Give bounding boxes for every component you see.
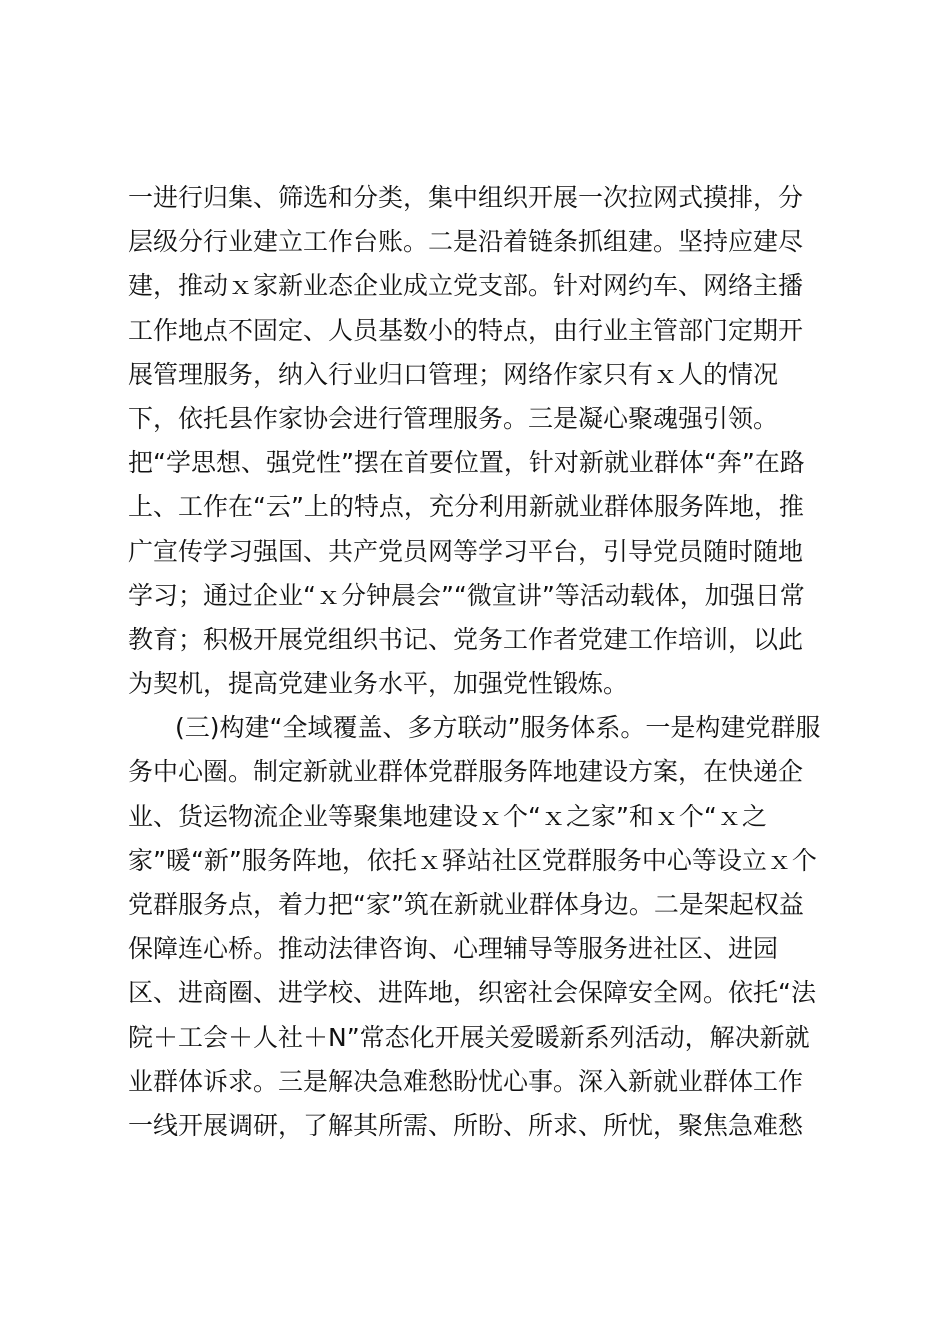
- text-line: 一进行归集、筛选和分类，集中组织开展一次拉网式摸排，分: [128, 183, 804, 212]
- text-line: 保障连心桥。推动法律咨询、心理辅导等服务进社区、进园: [128, 934, 779, 964]
- text-line: 业、货运物流企业等聚集地建设ｘ个“ｘ之家”和ｘ个“ｘ之: [128, 801, 767, 831]
- text-line: 学习；通过企业“ｘ分钟晨会”“微宣讲”等活动载体，加强日常: [128, 580, 805, 610]
- text-line: 党群服务点，着力把“家”筑在新就业群体身边。二是架起权益: [128, 890, 804, 919]
- body-text: [128, 176, 828, 1148]
- text-line: 上、工作在“云”上的特点，充分利用新就业群体服务阵地，推: [128, 492, 804, 522]
- text-line: 展管理服务，纳入行业归口管理；网络作家只有ｘ人的情况: [128, 359, 779, 389]
- text-line: 教育；积极开展党组织书记、党务工作者党建工作培训，以此: [128, 624, 804, 654]
- text-line: 把“学思想、强党性”摆在首要位置，针对新就业群体“奔”在路: [128, 448, 805, 478]
- text-line: 广宣传学习强国、共产党员网等学习平台，引导党员随时随地: [128, 536, 804, 566]
- text-line: 院＋工会＋人社＋N”常态化开展关爱暖新系列活动，解决新就: [128, 1022, 810, 1052]
- text-line: 务中心圈。制定新就业群体党群服务阵地建设方案，在快递企: [128, 757, 804, 787]
- text-line: 一线开展调研，了解其所需、所盼、所求、所忧，聚焦急难愁: [128, 1110, 804, 1140]
- text-line: 工作地点不固定、人员基数小的特点，由行业主管部门定期开: [128, 315, 804, 345]
- text-line: 层级分行业建立工作台账。二是沿着链条抓组建。坚持应建尽: [128, 227, 804, 257]
- text-line: 家”暖“新”服务阵地，依托ｘ驿站社区党群服务中心等设立ｘ个: [128, 845, 817, 875]
- text-line: 为契机，提高党建业务水平，加强党性锻炼。: [128, 669, 629, 699]
- text-line: 建，推动ｘ家新业态企业成立党支部。针对网约车、网络主播: [128, 271, 804, 301]
- section-heading-line: (三)构建“全域覆盖、多方联动”服务体系。一是构建党群服: [175, 713, 821, 743]
- text-line: 下，依托县作家协会进行管理服务。三是凝心聚魂强引领。: [128, 403, 779, 433]
- text-line: 业群体诉求。三是解决急难愁盼忧心事。深入新就业群体工作: [128, 1066, 804, 1096]
- text-line: 区、进商圈、进学校、进阵地，织密社会保障安全网。依托“法: [128, 978, 816, 1008]
